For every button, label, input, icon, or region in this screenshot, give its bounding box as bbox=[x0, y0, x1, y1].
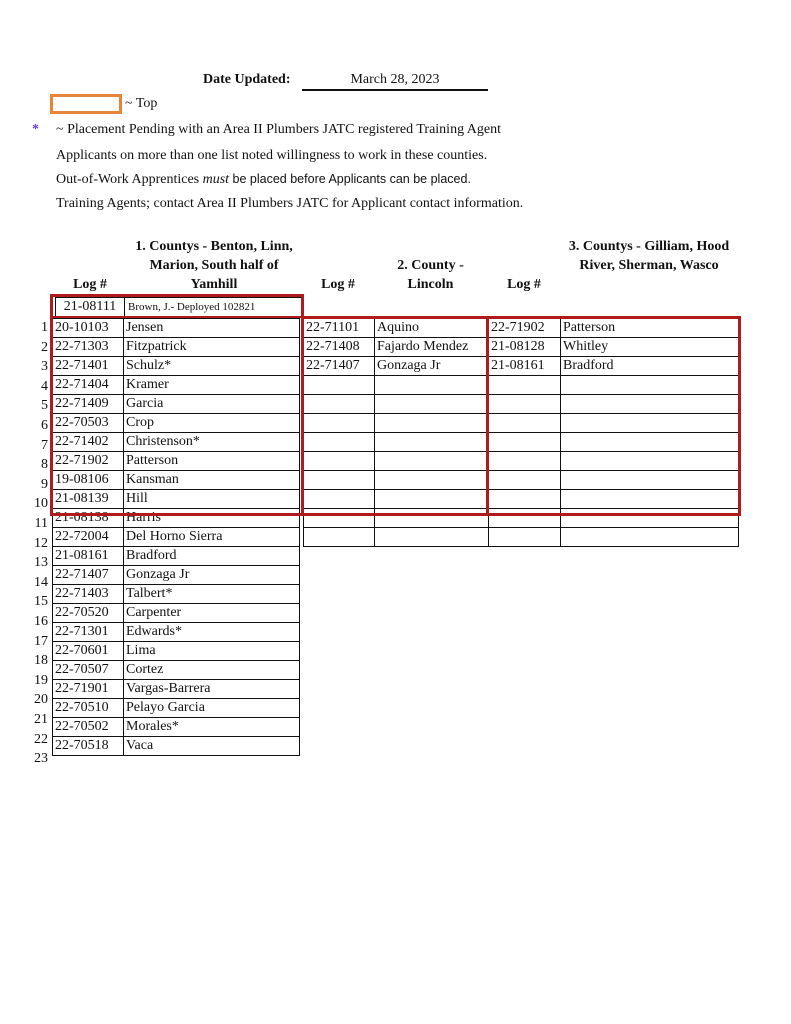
applicant-name: Talbert* bbox=[124, 585, 300, 604]
applicant-name bbox=[375, 490, 489, 509]
table-row bbox=[489, 528, 739, 547]
note-out-of-work-part2: be placed before Applicants can be placed. bbox=[229, 172, 471, 186]
log-number: 22-71402 bbox=[53, 433, 124, 452]
table-row bbox=[53, 509, 300, 528]
county-header-1: 1. Countys - Benton, Linn, Marion, South half of Yamhill bbox=[135, 239, 293, 292]
table-row bbox=[53, 414, 300, 433]
note-placement-pending: ~ Placement Pending with an Area II Plumbers JATC registered Training Agent bbox=[56, 122, 502, 137]
county-header-3: 3. Countys - Gilliam, Hood River, Sherman, Wasco bbox=[568, 239, 730, 273]
date-updated-value: March 28, 2023 bbox=[302, 72, 488, 91]
star-icon: * bbox=[32, 122, 39, 137]
applicant-name: Fitzpatrick bbox=[124, 338, 300, 357]
applicant-name bbox=[561, 433, 739, 452]
log-number bbox=[489, 376, 561, 395]
table-row bbox=[53, 452, 300, 471]
log-number: 21-08161 bbox=[53, 547, 124, 566]
applicant-name: Kramer bbox=[124, 376, 300, 395]
applicant-name: Del Horno Sierra bbox=[124, 528, 300, 547]
applicant-name bbox=[375, 528, 489, 547]
table-row bbox=[304, 528, 489, 547]
row-number: 23 bbox=[34, 751, 48, 767]
applicant-name: Vaca bbox=[124, 737, 300, 756]
table-row bbox=[304, 509, 489, 528]
log-number: 22-70520 bbox=[53, 604, 124, 623]
table-row bbox=[304, 490, 489, 509]
row-number: 5 bbox=[41, 398, 48, 414]
table-row bbox=[53, 471, 300, 490]
table-row bbox=[53, 376, 300, 395]
log-number: 22-70518 bbox=[53, 737, 124, 756]
applicant-name: Garcia bbox=[124, 395, 300, 414]
county-2-list bbox=[303, 318, 489, 547]
row-number: 19 bbox=[34, 672, 48, 688]
table-row bbox=[53, 623, 300, 642]
row-number: 4 bbox=[41, 378, 48, 394]
table-row bbox=[53, 395, 300, 414]
row-number: 1 bbox=[41, 320, 48, 335]
row-number: 2 bbox=[41, 339, 48, 355]
log-number: 22-71404 bbox=[53, 376, 124, 395]
table-row bbox=[489, 414, 739, 433]
applicant-name bbox=[375, 395, 489, 414]
row-number: 7 bbox=[41, 437, 48, 453]
table-row bbox=[53, 680, 300, 699]
row-number: 12 bbox=[34, 535, 48, 551]
log-number: 22-71902 bbox=[53, 452, 124, 471]
log-number: 22-71901 bbox=[53, 680, 124, 699]
row-number: 21 bbox=[34, 712, 48, 727]
log-number: 22-71401 bbox=[53, 357, 124, 376]
applicant-name: Bradford bbox=[124, 547, 300, 566]
applicant-name bbox=[375, 414, 489, 433]
table-row bbox=[53, 566, 300, 585]
applicant-name: Cortez bbox=[124, 661, 300, 680]
row-number: 22 bbox=[34, 731, 48, 747]
row-number: 10 bbox=[34, 496, 48, 512]
deployed-name: Brown, J.- Deployed 102821 bbox=[128, 301, 256, 313]
table-row bbox=[304, 414, 489, 433]
applicant-name bbox=[375, 452, 489, 471]
row-number: 3 bbox=[41, 359, 48, 375]
deployed-row bbox=[55, 297, 302, 317]
table-row bbox=[53, 547, 300, 566]
row-number: 13 bbox=[34, 555, 48, 571]
table-row bbox=[489, 319, 739, 338]
log-number: 22-71403 bbox=[53, 585, 124, 604]
table-row bbox=[304, 338, 489, 357]
applicant-name: Patterson bbox=[124, 452, 300, 471]
log-number: 22-71409 bbox=[53, 395, 124, 414]
applicant-name: Christenson* bbox=[124, 433, 300, 452]
county-1-list bbox=[52, 318, 300, 756]
table-row bbox=[489, 395, 739, 414]
log-header-3: Log # bbox=[507, 277, 541, 292]
table-row bbox=[53, 718, 300, 737]
applicant-name bbox=[375, 471, 489, 490]
log-number bbox=[304, 528, 375, 547]
applicant-name: Whitley bbox=[561, 338, 739, 357]
log-number: 22-71301 bbox=[53, 623, 124, 642]
log-number bbox=[489, 490, 561, 509]
table-row bbox=[53, 737, 300, 756]
table-row bbox=[304, 376, 489, 395]
note-out-of-work-part1: Out-of-Work Apprentices bbox=[56, 172, 203, 187]
note-out-of-work-emphasis: must bbox=[202, 172, 230, 187]
table-row bbox=[53, 357, 300, 376]
table-row bbox=[489, 490, 739, 509]
applicant-name: Harris bbox=[124, 509, 300, 528]
log-number: 22-71101 bbox=[304, 319, 375, 338]
log-header-2: Log # bbox=[321, 277, 355, 292]
table-row bbox=[489, 376, 739, 395]
log-number bbox=[304, 433, 375, 452]
table-row bbox=[304, 433, 489, 452]
applicant-name bbox=[375, 509, 489, 528]
table-row bbox=[304, 471, 489, 490]
table-row bbox=[489, 509, 739, 528]
applicant-name bbox=[375, 433, 489, 452]
applicant-name bbox=[561, 509, 739, 528]
row-number: 14 bbox=[34, 574, 48, 590]
log-number: 21-08161 bbox=[489, 357, 561, 376]
row-number: 15 bbox=[34, 594, 48, 610]
applicant-name: Morales* bbox=[124, 718, 300, 737]
applicant-name: Gonzaga Jr bbox=[124, 566, 300, 585]
applicant-name bbox=[561, 395, 739, 414]
applicant-name: Kansman bbox=[124, 471, 300, 490]
row-number: 18 bbox=[34, 653, 48, 669]
log-number: 21-08128 bbox=[489, 338, 561, 357]
log-number: 22-71303 bbox=[53, 338, 124, 357]
log-number: 22-70503 bbox=[53, 414, 124, 433]
applicant-name bbox=[561, 414, 739, 433]
applicant-name: Gonzaga Jr bbox=[375, 357, 489, 376]
county-3-list bbox=[488, 318, 739, 547]
table-row bbox=[53, 338, 300, 357]
log-number bbox=[489, 528, 561, 547]
log-number bbox=[304, 490, 375, 509]
row-number: 8 bbox=[41, 457, 48, 473]
deployed-log: 21-08111 bbox=[56, 298, 125, 316]
log-number: 22-71407 bbox=[304, 357, 375, 376]
applicant-name: Jensen bbox=[124, 319, 300, 338]
applicant-name: Hill bbox=[124, 490, 300, 509]
top-legend-swatch bbox=[50, 94, 122, 114]
applicant-name: Schulz* bbox=[124, 357, 300, 376]
county-header-2: 2. County - Lincoln bbox=[397, 258, 464, 292]
log-number bbox=[304, 395, 375, 414]
table-row bbox=[53, 490, 300, 509]
applicant-name: Edwards* bbox=[124, 623, 300, 642]
log-number: 22-70507 bbox=[53, 661, 124, 680]
log-number: 19-08106 bbox=[53, 471, 124, 490]
log-number: 22-70601 bbox=[53, 642, 124, 661]
applicant-name: Patterson bbox=[561, 319, 739, 338]
log-number: 22-71902 bbox=[489, 319, 561, 338]
applicant-name: Carpenter bbox=[124, 604, 300, 623]
row-number: 20 bbox=[34, 692, 48, 708]
table-row bbox=[53, 319, 300, 338]
applicant-name bbox=[561, 490, 739, 509]
log-number bbox=[489, 395, 561, 414]
applicant-name bbox=[561, 528, 739, 547]
table-row bbox=[489, 357, 739, 376]
top-legend-label: ~ Top bbox=[125, 96, 158, 111]
applicant-name: Fajardo Mendez bbox=[375, 338, 489, 357]
table-row bbox=[489, 471, 739, 490]
applicant-name bbox=[561, 471, 739, 490]
applicant-name: Bradford bbox=[561, 357, 739, 376]
log-number bbox=[304, 414, 375, 433]
row-number: 6 bbox=[41, 418, 48, 433]
table-row bbox=[53, 699, 300, 718]
row-number: 11 bbox=[34, 516, 48, 531]
log-number bbox=[489, 414, 561, 433]
note-out-of-work bbox=[56, 172, 471, 188]
applicant-name bbox=[561, 452, 739, 471]
table-row bbox=[304, 452, 489, 471]
log-number: 21-08139 bbox=[53, 490, 124, 509]
log-number bbox=[489, 452, 561, 471]
table-row bbox=[304, 319, 489, 338]
note-training-agents: Training Agents; contact Area II Plumbers JATC for Applicant contact information. bbox=[56, 196, 524, 211]
table-row bbox=[53, 661, 300, 680]
table-row bbox=[489, 338, 739, 357]
log-number bbox=[304, 376, 375, 395]
log-number: 22-70510 bbox=[53, 699, 124, 718]
row-number: 17 bbox=[34, 633, 48, 649]
table-row bbox=[304, 357, 489, 376]
log-number bbox=[304, 452, 375, 471]
table-row bbox=[53, 585, 300, 604]
table-row bbox=[304, 395, 489, 414]
log-number bbox=[489, 433, 561, 452]
applicant-name: Vargas-Barrera bbox=[124, 680, 300, 699]
applicant-name: Lima bbox=[124, 642, 300, 661]
applicant-name bbox=[561, 376, 739, 395]
log-number bbox=[489, 471, 561, 490]
log-number: 20-10103 bbox=[53, 319, 124, 338]
log-number bbox=[304, 509, 375, 528]
log-number: 21-08138 bbox=[53, 509, 124, 528]
table-row bbox=[53, 433, 300, 452]
log-header-1: Log # bbox=[73, 277, 107, 292]
note-multiple-lists: Applicants on more than one list noted willingness to work in these counties. bbox=[56, 148, 488, 163]
table-row bbox=[489, 433, 739, 452]
log-number bbox=[304, 471, 375, 490]
date-updated-label: Date Updated: bbox=[203, 72, 291, 87]
log-number: 22-72004 bbox=[53, 528, 124, 547]
applicant-name bbox=[375, 376, 489, 395]
log-number bbox=[489, 509, 561, 528]
table-row bbox=[53, 642, 300, 661]
applicant-name: Pelayo Garcia bbox=[124, 699, 300, 718]
table-row bbox=[53, 528, 300, 547]
table-row bbox=[53, 604, 300, 623]
log-number: 22-71408 bbox=[304, 338, 375, 357]
applicant-name: Aquino bbox=[375, 319, 489, 338]
log-number: 22-71407 bbox=[53, 566, 124, 585]
log-number: 22-70502 bbox=[53, 718, 124, 737]
table-row bbox=[489, 452, 739, 471]
row-number: 9 bbox=[41, 476, 48, 492]
applicant-name: Crop bbox=[124, 414, 300, 433]
row-number: 16 bbox=[34, 614, 48, 629]
